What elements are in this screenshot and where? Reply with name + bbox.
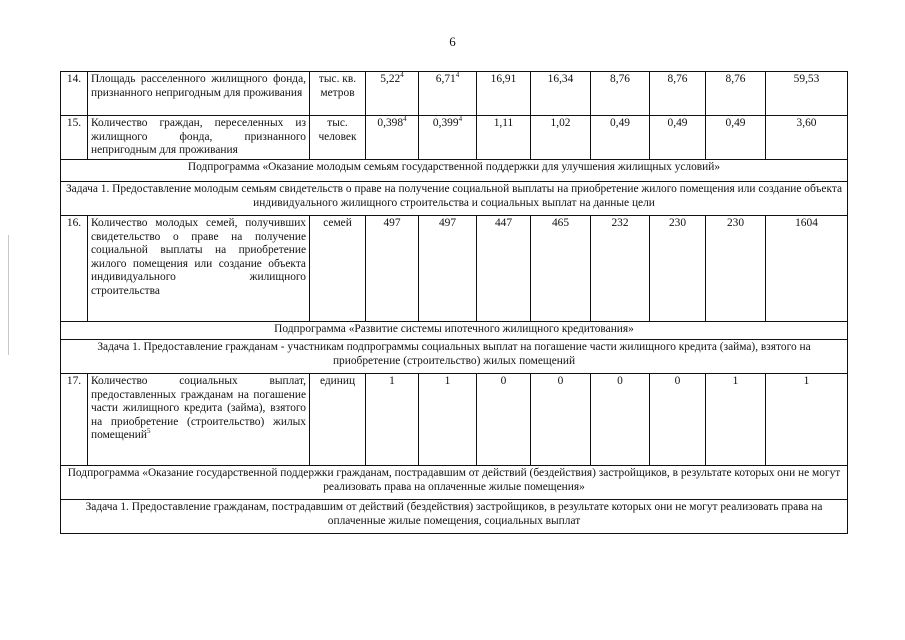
value: 0 [557, 375, 564, 387]
footnote-mark: 4 [455, 71, 460, 80]
scan-edge-mark [8, 235, 9, 355]
indicator-name: Количество граждан, переселенных из жилищного фонда, признанного непригодным для проживания [91, 117, 306, 156]
value-cell [531, 116, 591, 160]
value-cell [531, 72, 591, 116]
row-number: 17. [61, 374, 88, 466]
section-title: Подпрограмма «Развитие системы ипотечного жилищного кредитования» [61, 322, 848, 340]
footnote-mark: 4 [458, 115, 463, 124]
value: 5,22 [380, 73, 401, 85]
section-title: Задача 1. Предоставление гражданам - участникам подпрограммы социальных выплат на погашение части жилищного кредита (займа), взятого на приобретение (строительство) жилых помещений [61, 340, 848, 374]
value-cell [366, 374, 419, 466]
indicator-row [61, 72, 848, 116]
value-cell [366, 216, 419, 322]
unit-of-measure: тыс. человек [310, 116, 366, 160]
value: 497 [438, 217, 457, 229]
value: 230 [726, 217, 745, 229]
value: 0,49 [725, 117, 746, 129]
value-cell [766, 116, 848, 160]
value-cell [766, 216, 848, 322]
value-cell [366, 72, 419, 116]
value: 3,60 [796, 117, 817, 129]
footnote-mark: 5 [146, 427, 151, 436]
row-number: 14. [61, 72, 88, 116]
value: 0,398 [377, 117, 404, 129]
indicator-name: Количество социальных выплат, предоставленных гражданам на погашение части жилищного кредита (займа), взятого на приобретение (строительство) жилых помещений [91, 375, 306, 441]
value: 0,399 [432, 117, 459, 129]
row-number: 16. [61, 216, 88, 322]
section-title: Задача 1. Предоставление молодым семьям свидетельств о праве на получение социальной выплаты на приобретение жилого помещения или создание объекта индивидуального жилищного строительства и социальных выплат на данные цели [61, 182, 848, 216]
footnote-mark: 4 [400, 71, 404, 80]
value: 59,53 [793, 73, 820, 85]
value: 16,91 [490, 73, 517, 85]
value: 1 [803, 375, 810, 387]
value: 0,49 [610, 117, 630, 129]
value: 1 [389, 375, 395, 387]
section-row [61, 182, 848, 216]
value-cell [477, 216, 531, 322]
unit-of-measure: тыс. кв. метров [310, 72, 366, 116]
indicator-row [61, 216, 848, 322]
value: 8,76 [610, 73, 630, 85]
value-cell [531, 374, 591, 466]
section-row [61, 322, 848, 340]
indicator-name-cell [88, 216, 310, 322]
value-cell [419, 374, 477, 466]
table-body [61, 72, 848, 534]
value: 16,34 [547, 73, 574, 85]
indicator-name-cell [88, 72, 310, 116]
value-cell [477, 116, 531, 160]
indicator-row [61, 374, 848, 466]
value-cell [766, 72, 848, 116]
value: 465 [551, 217, 570, 229]
section-title: Подпрограмма «Оказание молодым семьям государственной поддержки для улучшения жилищных условий» [61, 160, 848, 182]
page-number: 6 [449, 34, 456, 49]
indicator-name: Количество молодых семей, получивших свидетельство о праве на получение социальной выплаты на приобретение жилого помещения или создание объекта индивидуального жилищного строительства [91, 217, 306, 297]
value-cell [477, 72, 531, 116]
value: 0 [617, 375, 623, 387]
value: 1604 [795, 217, 818, 229]
indicators-table [60, 71, 848, 534]
section-title: Задача 1. Предоставление гражданам, пострадавшим от действий (бездействия) застройщиков, в результате которых они не могут реализовать права на оплаченные жилые помещения, социальных выплат [61, 500, 848, 534]
value-cell [366, 116, 419, 160]
value-cell [650, 72, 706, 116]
section-row [61, 160, 848, 182]
value: 8,76 [725, 73, 746, 85]
value-cell [591, 116, 650, 160]
value: 0,49 [667, 117, 688, 129]
indicator-row [61, 116, 848, 160]
value: 1,11 [493, 117, 514, 129]
unit-of-measure: единиц [310, 374, 366, 466]
section-row [61, 340, 848, 374]
indicator-name-cell [88, 116, 310, 160]
value: 232 [611, 217, 629, 229]
value: 230 [668, 217, 687, 229]
value: 1 [732, 375, 739, 387]
value-cell [650, 216, 706, 322]
value-cell [419, 72, 477, 116]
value: 0 [500, 375, 507, 387]
value-cell [477, 374, 531, 466]
value-cell [419, 216, 477, 322]
value-cell [591, 72, 650, 116]
value-cell [591, 216, 650, 322]
indicator-name-cell [88, 374, 310, 466]
value-cell [650, 374, 706, 466]
value: 0 [674, 375, 681, 387]
section-row [61, 500, 848, 534]
value-cell [419, 116, 477, 160]
value: 497 [383, 217, 401, 229]
value-cell [706, 216, 766, 322]
value-cell [591, 374, 650, 466]
value-cell [531, 216, 591, 322]
value: 1,02 [550, 117, 571, 129]
footnote-mark: 4 [403, 115, 407, 124]
section-title: Подпрограмма «Оказание государственной поддержки гражданам, пострадавшим от действий (бездействия) застройщиков, в результате которых они не могут реализовать права на оплаченные жилые помещения» [61, 466, 848, 500]
value: 1 [444, 375, 451, 387]
value-cell [650, 116, 706, 160]
value-cell [706, 72, 766, 116]
value: 8,76 [667, 73, 688, 85]
value-cell [706, 374, 766, 466]
section-row [61, 466, 848, 500]
value: 447 [494, 217, 513, 229]
value-cell [766, 374, 848, 466]
value-cell [706, 116, 766, 160]
value: 6,71 [435, 73, 456, 85]
row-number: 15. [61, 116, 88, 160]
indicator-name: Площадь расселенного жилищного фонда, признанного непригодным для проживания [91, 73, 306, 99]
unit-of-measure: семей [310, 216, 366, 322]
